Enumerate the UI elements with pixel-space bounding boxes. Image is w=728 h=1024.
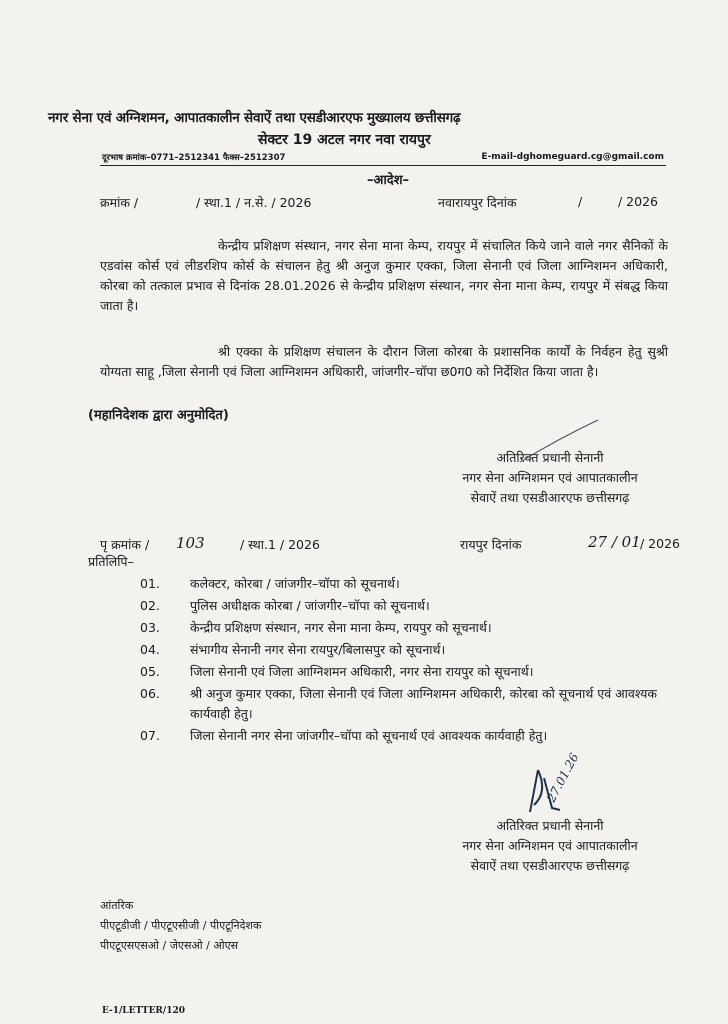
copy-ref-handwritten-number: 103 [176,534,205,552]
footer-code: E-1/LETTER/120 [102,1006,185,1016]
list-item: 01. कलेक्टर, कोरबा / जांजगीर–चॉपा को सूचनार्थ। [140,576,400,591]
ref-date-separator: / [578,194,583,209]
ref-place-date: नवारायपुर दिनांक [438,195,517,210]
signature-block-2 [420,816,680,876]
list-item: 07. जिला सेनानी नगर सेना जांजगीर–चॉपा को सूचनार्थ एवं आवश्यक कार्यवाही हेतु। [140,728,548,743]
signature-date-handwritten: 27.01.26 [544,750,582,805]
internal-line-2: पीएटूएसएसओ / जेएसओ / ओएस [100,939,239,952]
approval-note: (महानिदेशक द्वारा अनुमोदित) [88,408,229,423]
header-line-1: नगर सेना एवं अग्निशमन, आपातकालीन सेवाऐं तथा एसडीआरएफ मुख्यालय छत्तीसगढ़ [48,110,461,126]
sig2-department-cont: सेवाऐं तथा एसडीआरएफ छत्तीसगढ़ [470,858,630,873]
ref-kramank-rest: / स्था.1 / न.से. / 2026 [196,195,312,210]
sig1-place-date: रायपुर दिनांक [460,537,522,552]
list-item: 05. जिला सेनानी एवं जिला आग्निशमन अधिकारी, नगर सेना रायपुर को सूचनार्थ। [140,664,534,679]
list-item: 03. केन्द्रीय प्रशिक्षण संस्थान, नगर सेना माना केम्प, रायपुर को सूचनार्थ। [140,620,492,635]
sig2-department: नगर सेना अग्निशमन एवं आपातकालीन [462,838,638,853]
pen-stroke-mark [520,420,598,462]
sig1-department-cont: सेवाऐं तथा एसडीआरएफ छत्तीसगढ़ [470,490,630,505]
sig2-designation: अतिरिक्त प्रधानी सेनानी [496,818,604,833]
sig1-year: / 2026 [640,536,680,551]
list-item: 04. संभागीय सेनानी नगर सेना रायपुर/बिलासपुर को सूचनार्थ। [140,642,446,657]
paragraph-1: केन्द्रीय प्रशिक्षण संस्थान, नगर सेना माना केम्प, रायपुर में संचालित किये जाने वाले नगर सैनिकों के एडवांस कोर्स एवं लीडरशिप कोर्स के संचालन हेतु श्री अनुज कुमार एक्का, जिला सेनानी एवं जिला आग्निशमन अधिकारी, कोरबा को तत्काल प्रभाव से दिनांक 28.01.2026 से केन्द्रीय प्रशिक्षण संस्थान, नगर सेना माना केम्प, रायपुर में संबद्ध किया जाता है। [100,238,668,313]
copy-ref-label: पृ क्रमांक / [100,537,150,552]
sig1-designation: अतिरिक्त प्रधानी सेनानी [496,450,604,465]
copy-list-label: प्रतिलिपि– [88,554,134,569]
copy-ref-rest: / स्था.1 / 2026 [240,537,320,552]
list-item: 02. पुलिस अधीक्षक कोरबा / जांजगीर–चॉपा को सूचनार्थ। [140,598,430,613]
paragraph-2: श्री एक्का के प्रशिक्षण संचालन के दौरान जिला कोरबा के प्रशासनिक कार्यों के निर्वहन हेतु सुश्री योग्यता साहू ,जिला सेनानी एवं जिला आग्निशमन अधिकारी, जांजगीर–चॉपा छ0ग0 को निर्देशित किया जाता है। [100,344,668,379]
sig1-department: नगर सेना अग्निशमन एवं आपातकालीन [462,470,638,485]
sig1-handwritten-date: 27 / 01 [588,533,641,551]
phone-fax: दूरभाष क्रमांक–0771–2512341 फैक्स–2512307 [102,153,286,163]
internal-line-1: पीएटूडीजी / पीएटूएसीजी / पीएटूनिदेशक [100,919,262,932]
email-address: E-mail-dghomeguard.cg@gmail.com [481,152,664,162]
list-item: 06. श्री अनुज कुमार एक्का, जिला सेनानी एवं जिला आग्निशमन अधिकारी, कोरबा को सूचनार्थ एवं आवश्यक कार्यवाही हेतु। [140,686,658,721]
order-title: –आदेश– [367,173,410,188]
ref-year: / 2026 [618,194,658,209]
internal-label: आंतरिक [100,899,134,912]
ref-kramank-label: क्रमांक / [100,195,139,210]
header-line-2: सेक्टर 19 अटल नगर नवा रायपुर [258,132,431,148]
